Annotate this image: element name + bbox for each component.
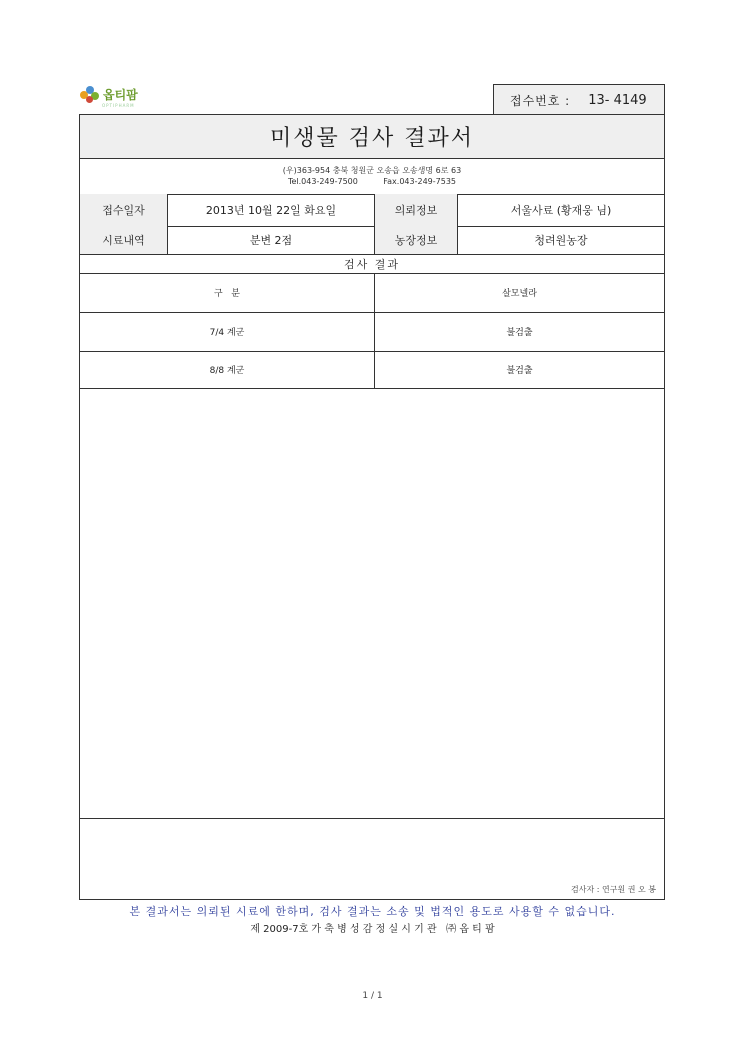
address-line: (우)363-954 충북 청원군 오송읍 오송생명 6로 63 xyxy=(282,166,462,175)
row-result: 불검출 xyxy=(506,328,533,338)
results-heading: 검사 결과 xyxy=(80,254,664,274)
column-category: 구 분 xyxy=(80,273,375,312)
contact-line: Tel.043-249-7500 Fax.043-249-7535 xyxy=(287,177,457,186)
table-row xyxy=(80,351,664,389)
inspector-signature: 검사자 : 연구원 권 오 봉 xyxy=(571,885,656,894)
sample-value: 분변 2점 xyxy=(168,226,375,254)
table-row xyxy=(80,312,664,352)
address-row xyxy=(80,158,664,195)
column-salmonella: 살모넬라 xyxy=(502,289,537,299)
receipt-number-value: 13- 4149 xyxy=(588,92,647,108)
logo-brand: 옵티팜 xyxy=(103,88,138,102)
company-logo xyxy=(80,86,138,108)
logo-flower-icon xyxy=(80,86,100,104)
info-row-1 xyxy=(80,194,664,227)
farm-label: 농장정보 xyxy=(375,226,458,254)
receipt-date-label: 접수일자 xyxy=(80,194,168,226)
signature-area xyxy=(80,818,664,899)
page-number: 1 / 1 xyxy=(362,991,383,1001)
row-result: 불검출 xyxy=(506,366,533,376)
requester-label: 의뢰정보 xyxy=(375,194,458,226)
title-row xyxy=(80,115,664,159)
sample-label: 시료내역 xyxy=(80,226,168,254)
logo-subtitle: OPTIPHARM xyxy=(102,103,135,108)
report-sheet xyxy=(79,114,665,900)
receipt-number-box xyxy=(493,84,665,115)
row-group: 8/8 계군 xyxy=(80,351,375,388)
requester-value: 서울사료 (황재웅 님) xyxy=(510,204,612,217)
certification-line: 제 2009-7호 가 축 병 성 감 정 실 시 기 관 ㈜ 옵 티 팜 xyxy=(250,924,495,935)
page-title: 미생물 검사 결과서 xyxy=(269,126,474,151)
usage-notice: 본 결과서는 의뢰된 시료에 한하며, 검사 결과는 소송 및 법적인 용도로 사용할 수 없습니다. xyxy=(129,905,616,918)
info-row-2 xyxy=(80,226,664,255)
receipt-date-value: 2013년 10월 22일 화요일 xyxy=(168,194,375,226)
farm-value: 청려원농장 xyxy=(534,234,588,247)
row-group: 7/4 계군 xyxy=(80,312,375,351)
results-header-row xyxy=(80,273,664,313)
receipt-number-label: 접수번호 : xyxy=(510,93,571,108)
